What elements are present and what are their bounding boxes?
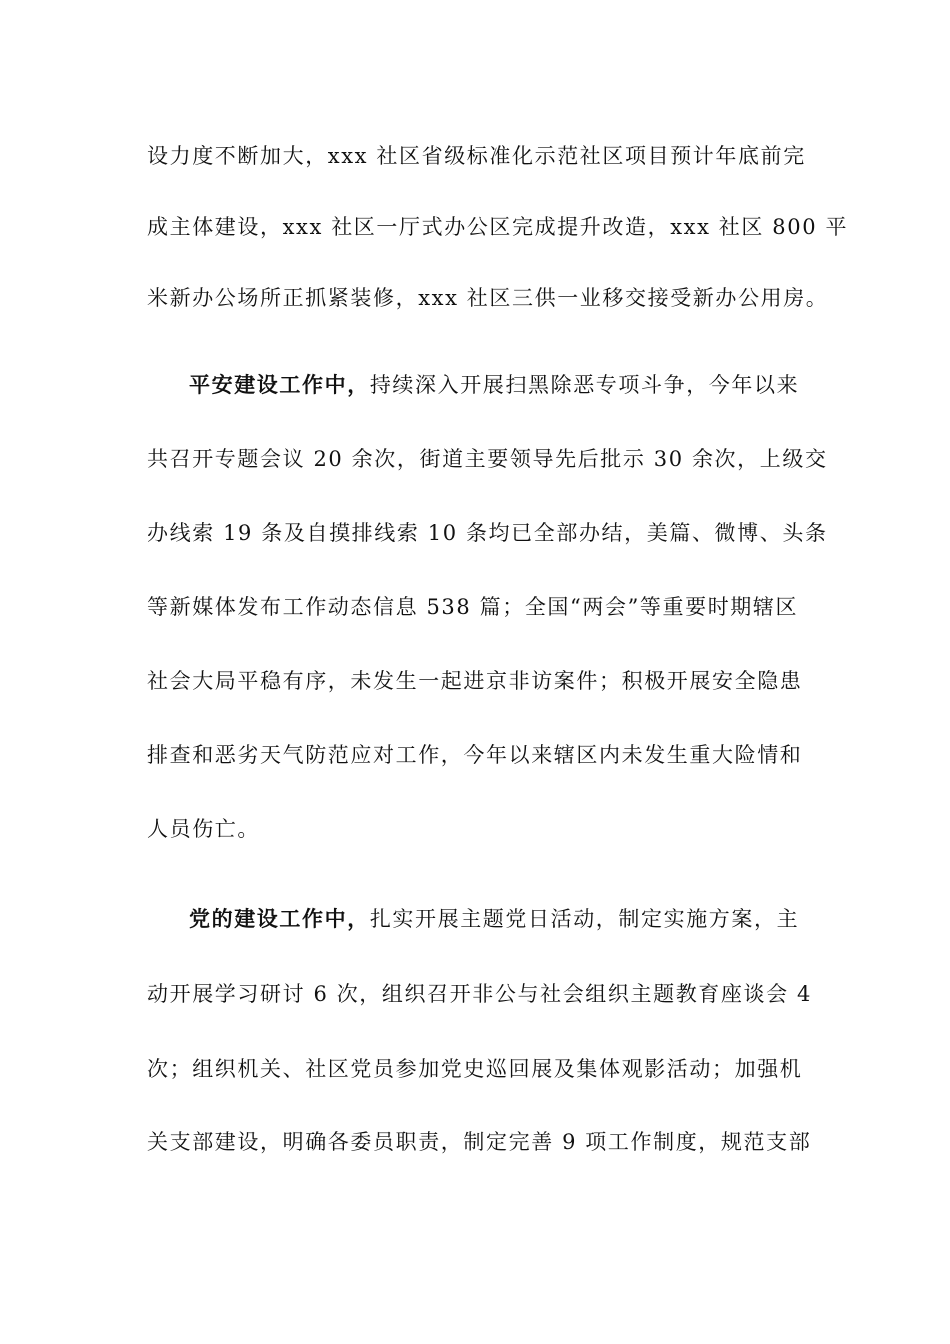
paragraph-1-line-2: 成主体建设，xxx 社区一厅式办公区完成提升改造，xxx 社区 800 平	[147, 215, 849, 239]
paragraph-2-first-line	[189, 370, 807, 400]
paragraph-2-first-line-text: 持续深入开展扫黑除恶专项斗争，今年以来	[369, 373, 800, 397]
paragraph-3-line-3: 次；组织机关、社区党员参加党史巡回展及集体观影活动；加强机	[147, 1057, 803, 1081]
paragraph-1-line-3: 米新办公场所正抓紧装修，xxx 社区三供一业移交接受新办公用房。	[147, 286, 829, 310]
paragraph-2-line-3: 办线索 19 条及自摸排线索 10 条均已全部办结，美篇、微博、头条	[147, 521, 828, 545]
paragraph-2-line-4: 等新媒体发布工作动态信息 538 篇；全国“两会”等重要时期辖区	[147, 595, 799, 619]
paragraph-2-line-2: 共召开专题会议 20 余次，街道主要领导先后批示 30 余次，上级交	[147, 447, 828, 471]
paragraph-3-line-4: 关支部建设，明确各委员职责，制定完善 9 项工作制度，规范支部	[147, 1130, 812, 1154]
paragraph-3-first-line-text: 扎实开展主题党日活动，制定实施方案，主	[369, 907, 800, 931]
paragraph-2-line-6: 排查和恶劣天气防范应对工作，今年以来辖区内未发生重大险情和	[147, 743, 803, 767]
paragraph-2-line-5: 社会大局平稳有序，未发生一起进京非访案件；积极开展安全隐患	[147, 669, 803, 693]
paragraph-3-line-2: 动开展学习研讨 6 次，组织召开非公与社会组织主题教育座谈会 4	[147, 982, 812, 1006]
paragraph-3-heading: 党的建设工作中，	[189, 906, 370, 931]
paragraph-2-line-7: 人员伤亡。	[147, 817, 260, 841]
paragraph-1-line-1: 设力度不断加大，xxx 社区省级标准化示范社区项目预计年底前完	[147, 144, 806, 168]
paragraph-2-heading: 平安建设工作中，	[189, 372, 370, 397]
paragraph-3-first-line	[189, 904, 807, 934]
